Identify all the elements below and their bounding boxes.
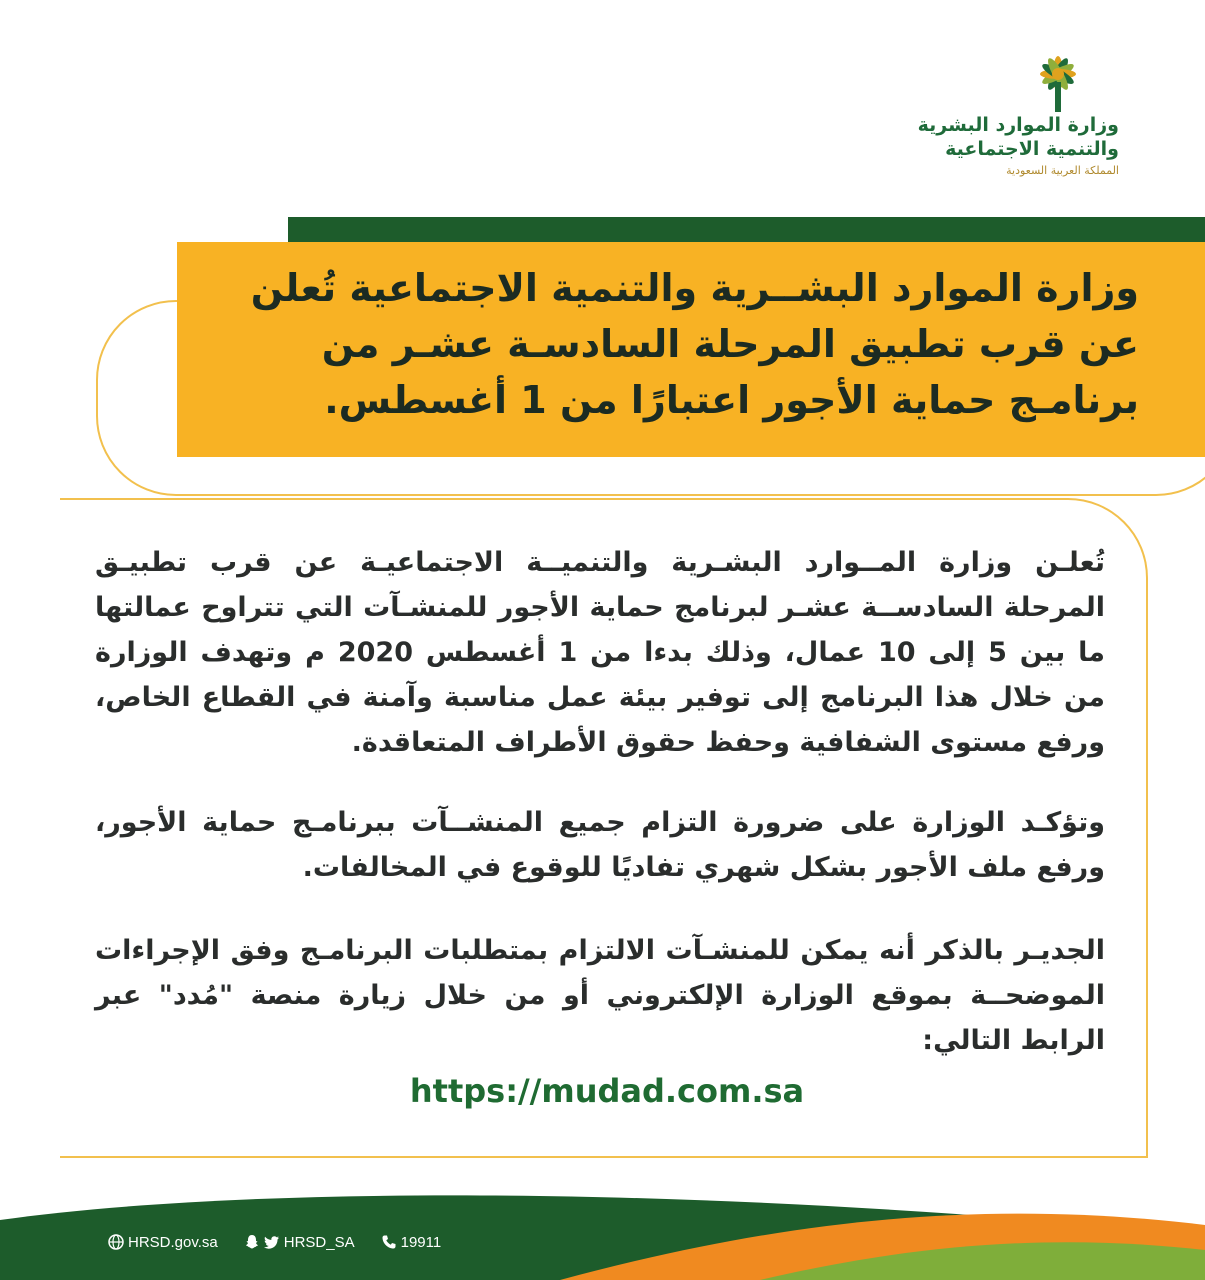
ministry-country: المملكة العربية السعودية bbox=[1006, 164, 1119, 177]
ministry-name-line2: والتنمية الاجتماعية bbox=[945, 138, 1119, 160]
footer-social[interactable] bbox=[244, 1234, 355, 1251]
headline-text: وزارة الموارد البشــرية والتنمية الاجتماعية تُعلن عن قرب تطبيق المرحلة السادسـة عشـر من برنامـج حماية الأجور اعتبارًا من 1 أغسطس. bbox=[250, 266, 1139, 422]
social-handle-text: HRSD_SA bbox=[283, 1233, 355, 1251]
phone-text: 19911 bbox=[400, 1233, 442, 1251]
palm-emblem-icon bbox=[1023, 52, 1093, 114]
green-accent-bar bbox=[288, 217, 1205, 242]
body-paragraph-3: الجديـر بالذكر أنه يمكن للمنشـآت الالتزام بمتطلبات البرنامـج وفق الإجراءات الموضحــة بموقع الوزارة الإلكتروني أو من خلال زيارة منصة "مُدد" عبر الرابط التالي: bbox=[95, 935, 1105, 1056]
snapchat-icon bbox=[244, 1234, 260, 1250]
footer-contacts bbox=[108, 1230, 441, 1254]
twitter-icon bbox=[264, 1234, 280, 1250]
footer-phone[interactable] bbox=[381, 1234, 442, 1251]
ministry-logo bbox=[917, 52, 1119, 182]
footer-website[interactable] bbox=[108, 1234, 218, 1251]
body-paragraph-1: تُعلـن وزارة المــوارد البشـرية والتنميــة الاجتماعيـة عن قرب تطبيـق المرحلة السادســة عشـر لبرنامج حماية الأجور للمنشـآت التي تتراوح عمالتها ما بين 5 إلى 10 عمال، وذلك بدءا من 1 أغسطس 2020 م وتهدف الوزارة من خلال هذا البرنامج إلى توفير بيئة عمل مناسبة وآمنة في القطاع الخاص، ورفع مستوى الشفافية وحفظ حقوق الأطراف المتعاقدة. bbox=[95, 547, 1105, 758]
ministry-name-line1: وزارة الموارد البشرية bbox=[917, 114, 1119, 136]
mudad-link[interactable]: https://mudad.com.sa bbox=[409, 1072, 805, 1110]
globe-icon bbox=[108, 1234, 124, 1250]
website-text: HRSD.gov.sa bbox=[128, 1233, 218, 1251]
body-paragraph-2: وتؤكـد الوزارة على ضرورة التزام جميع المنشــآت ببرنامـج حماية الأجور، ورفع ملف الأجور بشكل شهري تفاديًا للوقوع في المخالفات. bbox=[95, 807, 1105, 883]
phone-icon bbox=[381, 1234, 397, 1250]
